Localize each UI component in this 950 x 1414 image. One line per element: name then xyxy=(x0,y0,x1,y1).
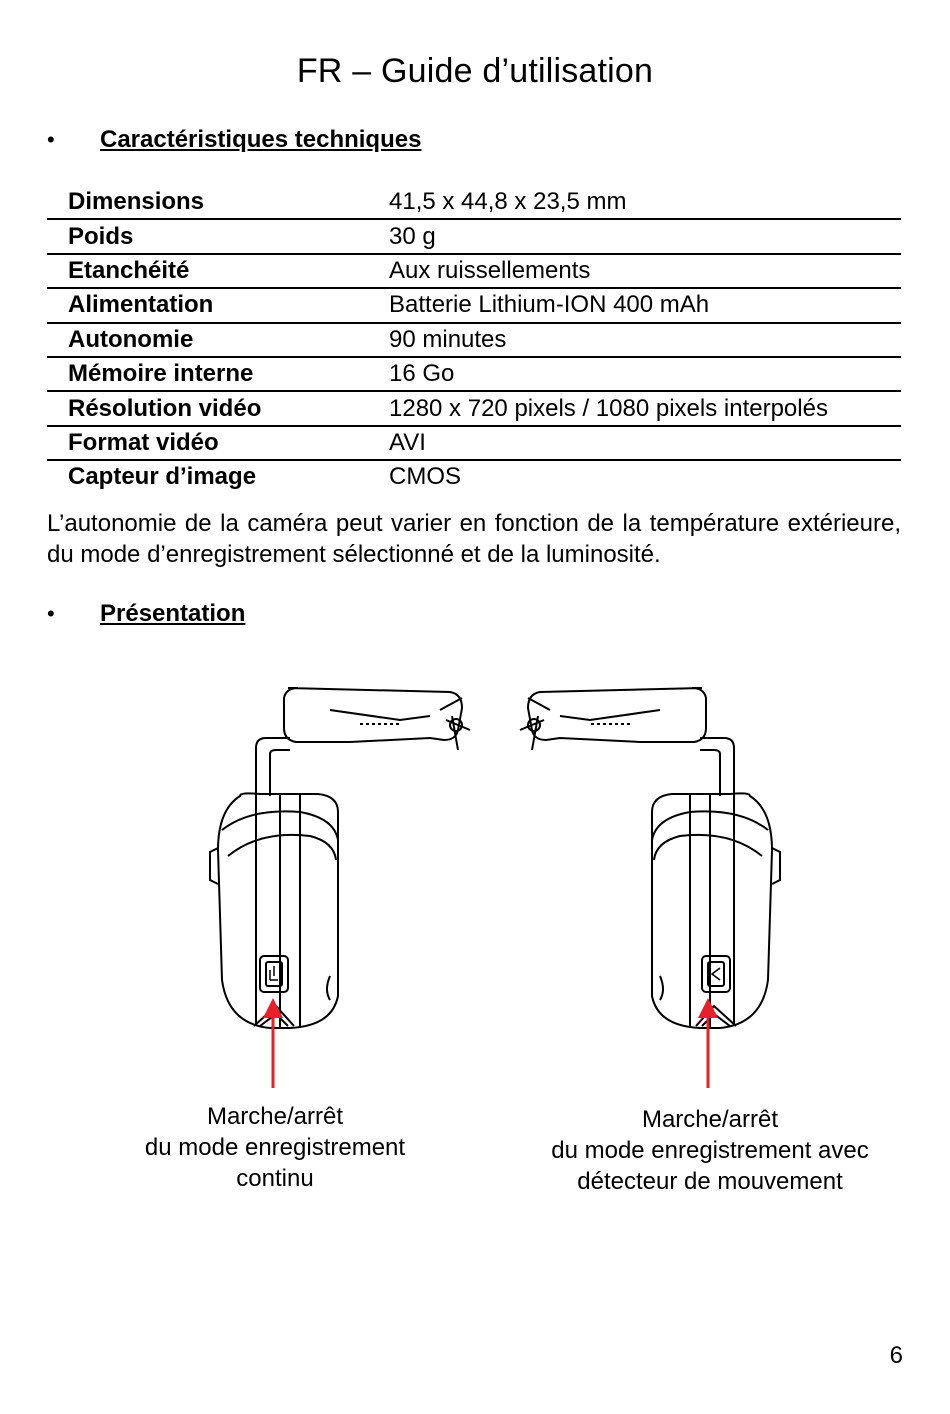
table-row xyxy=(47,323,901,357)
left-caption-line: Marche/arrêt xyxy=(206,1103,344,1130)
specs-table xyxy=(47,186,901,494)
page-number: 6 xyxy=(889,1342,903,1369)
section-title-specs: Caractéristiques techniques xyxy=(100,126,422,153)
table-row xyxy=(47,219,901,253)
spec-label: Autonomie xyxy=(68,325,194,353)
motion-m-icon xyxy=(712,968,720,980)
spec-value: AVI xyxy=(389,428,426,456)
spec-label: Résolution vidéo xyxy=(68,394,262,422)
section-specs xyxy=(47,126,421,154)
bullet: • xyxy=(47,127,55,152)
spec-value: 1280 x 720 pixels / 1080 pixels interpolés xyxy=(389,394,828,422)
table-row xyxy=(47,460,901,493)
left-camera xyxy=(210,688,470,1028)
spec-value: CMOS xyxy=(389,463,461,491)
spec-value: 30 g xyxy=(389,222,436,250)
right-camera xyxy=(520,688,780,1028)
table-row xyxy=(47,288,901,322)
spec-label: Mémoire interne xyxy=(68,360,254,388)
right-caption-line: Marche/arrêt xyxy=(641,1106,779,1133)
spec-value: Aux ruissellements xyxy=(389,256,591,284)
spec-label: Capteur d’image xyxy=(68,463,257,491)
bullet: • xyxy=(47,601,55,626)
spec-value: 16 Go xyxy=(389,360,455,388)
table-row xyxy=(47,391,901,425)
right-caption xyxy=(520,1104,900,1197)
section-title-presentation: Présentation xyxy=(100,600,246,627)
spec-value: Batterie Lithium-ION 400 mAh xyxy=(389,291,710,319)
spec-label: Format vidéo xyxy=(68,428,219,456)
left-caption-line: du mode enregistrement xyxy=(144,1134,406,1161)
spec-label: Alimentation xyxy=(68,291,214,319)
spec-value: 90 minutes xyxy=(389,325,507,353)
right-caption-line: détecteur de mouvement xyxy=(577,1168,843,1195)
section-presentation xyxy=(47,600,245,628)
table-row xyxy=(47,426,901,460)
page-title: FR – Guide d’utilisation xyxy=(296,52,654,90)
spec-label: Poids xyxy=(68,222,134,250)
camera-illustration xyxy=(200,680,790,1100)
left-caption-line: continu xyxy=(236,1165,314,1192)
spec-label: Dimensions xyxy=(68,188,205,216)
spec-value: 41,5 x 44,8 x 23,5 mm xyxy=(389,188,627,216)
power-icon xyxy=(270,966,278,980)
spec-label: Etanchéité xyxy=(68,256,190,284)
right-caption-line: du mode enregistrement avec xyxy=(551,1137,869,1164)
table-row xyxy=(47,357,901,391)
table-row xyxy=(47,254,901,288)
left-caption xyxy=(120,1101,430,1194)
table-row xyxy=(47,186,901,219)
autonomy-note: L’autonomie de la caméra peut varier en fonction de la température extérieure, du mode d’enregistrement sélectionné et de la luminosité. xyxy=(47,510,901,568)
